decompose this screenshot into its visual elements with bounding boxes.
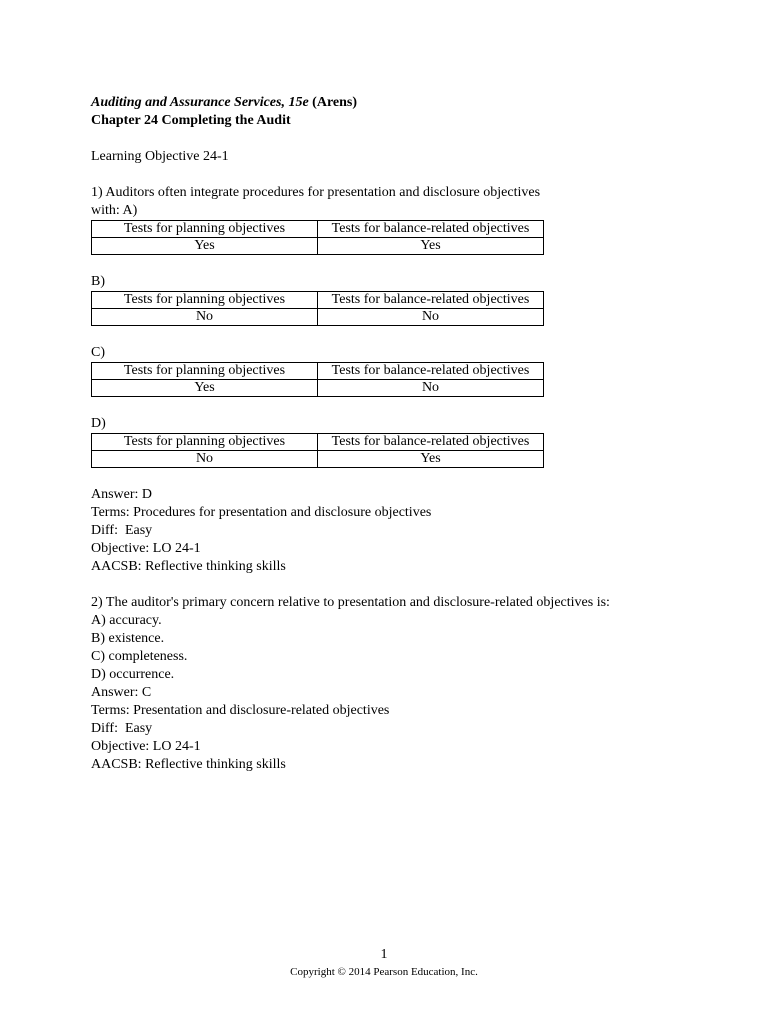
table-cell: No [92,309,318,326]
table-cell: No [318,380,544,397]
table-cell: No [318,309,544,326]
q1-option-c-table [91,362,544,397]
q2-terms: Terms: Presentation and disclosure-related objectives [91,703,390,718]
book-author: (Arens) [308,95,358,110]
page-number: 1 [380,947,388,962]
chapter-title: Chapter 24 Completing the Audit [91,113,291,128]
q2-aacsb: AACSB: Reflective thinking skills [91,757,286,772]
table-cell: Yes [318,238,544,255]
table-header-cell: Tests for balance-related objectives [318,434,544,451]
table-cell: Yes [318,451,544,468]
copyright-notice: Copyright © 2014 Pearson Education, Inc. [290,966,478,978]
q1-option-d-label: D) [91,416,106,431]
book-title-italic: Auditing and Assurance Services, 15e [91,95,309,110]
table-cell: Yes [92,380,318,397]
table-header-cell: Tests for balance-related objectives [318,292,544,309]
q2-choice: B) existence. [91,631,165,646]
q1-option-b-label: B) [91,274,105,289]
document-page [91,94,691,774]
table-header-cell: Tests for planning objectives [92,363,318,380]
q2-stem: 2) The auditor's primary concern relative to presentation and disclosure-related objectives is: [91,595,610,610]
table-cell: Yes [92,238,318,255]
q1-objective: Objective: LO 24-1 [91,541,201,556]
table-header-cell: Tests for balance-related objectives [318,221,544,238]
table-cell: No [92,451,318,468]
q1-answer: Answer: D [91,487,153,502]
book-title [91,94,691,112]
q1-option-b-table [91,291,544,326]
table-header-cell: Tests for planning objectives [92,221,318,238]
q1-stem-line1: 1) Auditors often integrate procedures for presentation and disclosure objectives [91,185,541,200]
q2-objective: Objective: LO 24-1 [91,739,201,754]
q1-stem-line2: with: A) [91,203,138,218]
q2-diff: Diff: Easy [91,721,153,736]
q2-choice: C) completeness. [91,649,188,664]
learning-objective: Learning Objective 24-1 [91,149,229,164]
q2-choice: D) occurrence. [91,667,175,682]
q1-option-d-table [91,433,544,468]
table-header-cell: Tests for balance-related objectives [318,363,544,380]
q2-answer: Answer: C [91,685,152,700]
q1-option-c-label: C) [91,345,105,360]
q2-choice: A) accuracy. [91,613,162,628]
q1-terms: Terms: Procedures for presentation and disclosure objectives [91,505,432,520]
table-header-cell: Tests for planning objectives [92,434,318,451]
q1-aacsb: AACSB: Reflective thinking skills [91,559,286,574]
table-header-cell: Tests for planning objectives [92,292,318,309]
q1-option-a-table [91,220,544,255]
q1-diff: Diff: Easy [91,523,153,538]
